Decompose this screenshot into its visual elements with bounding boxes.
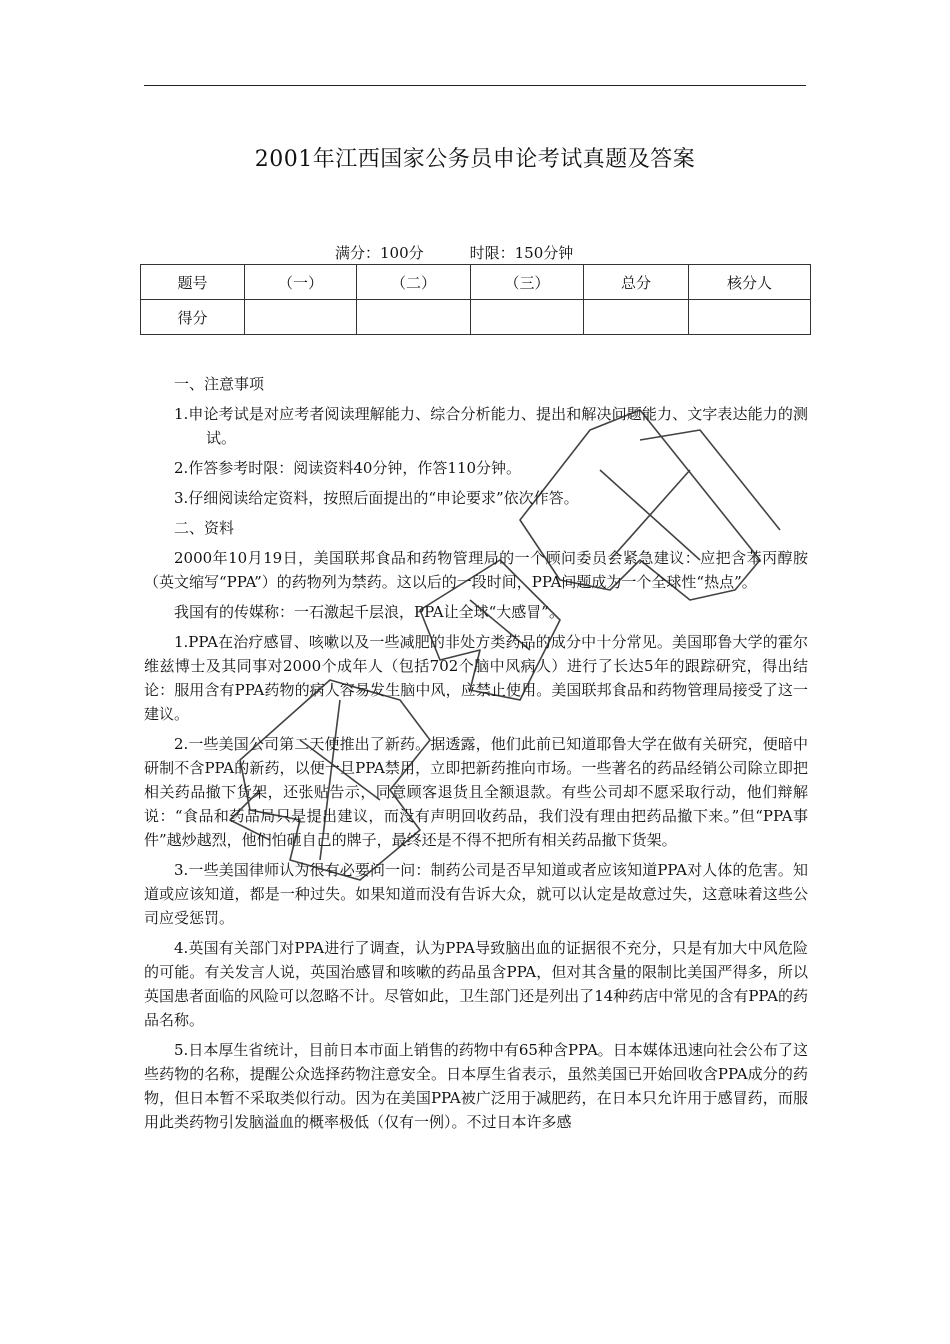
table-cell [584,300,689,335]
exam-info [335,242,573,263]
table-cell [357,300,471,335]
paragraph: 2.一些美国公司第二天便推出了新药。据透露，他们此前已知道耶鲁大学在做有关研究，便暗中研制不含PPA的新药，以便一旦PPA禁用，立即把新药推向市场。一些著名的药品经销公司除立即把相关药品撤下货架，还张贴告示，同意顾客退货且全额退款。有些公司却不愿采取行动，他们辩解说：“食品和药品局只是提出建议，而没有声明回收药品，我们没有理由把药品撤下来。”但“PPA事件”越炒越烈，他们怕砸自己的牌子，最终还是不得不把所有相关药品撤下货架。 [144,735,808,849]
note-item: 3.仔细阅读给定资料，按照后面提出的“申论要求”依次作答。 [174,489,579,507]
table-cell: 题号 [141,265,245,300]
table-cell [689,300,811,335]
paragraph: 3.一些美国律师认为很有必要问一问：制药公司是否早知道或者应该知道PPA对人体的危害。知道或应该知道，都是一种过失。如果知道而没有告诉大众，就可以认定是故意过失，这意味着这些公司应受惩罚。 [144,861,808,927]
note-item: 2.作答参考时限：阅读资料40分钟，作答110分钟。 [174,459,522,477]
full-score-text: 满分：100分 [335,244,424,262]
table-cell: 得分 [141,300,245,335]
section-heading: 一、注意事项 [174,375,265,393]
paragraph: 4.英国有关部门对PPA进行了调查，认为PPA导致脑出血的证据很不充分，只是有加大中风危险的可能。有关发言人说，英国治感冒和咳嗽的药品虽含PPA，但对其含量的限制比美国严得多，所以英国患者面临的风险可以忽略不计。尽管如此，卫生部门还是列出了14种药店中常见的含有PPA的药品名称。 [144,939,808,1029]
table-cell [471,300,584,335]
score-table-header-row [141,265,811,300]
paragraph: 1.PPA在治疗感冒、咳嗽以及一些减肥的非处方类药品的成分中十分常见。美国耶鲁大学的霍尔维兹博士及其同事对2000个成年人（包括702个脑中风病人）进行了长达5年的跟踪研究，得出结论：服用含有PPA药物的病人容易发生脑中风，应禁止使用。美国联邦食品和药物管理局接受了这一建议。 [144,633,808,723]
paragraph: 我国有的传媒称：一石激起千层浪，PPA让全球“大感冒”。 [174,603,564,621]
table-cell: 核分人 [689,265,811,300]
table-cell [245,300,357,335]
table-cell: （一） [245,265,357,300]
table-cell: （二） [357,265,471,300]
score-table [140,264,811,335]
score-table-score-row [141,300,811,335]
page-title: 2001年江西国家公务员申论考试真题及答案 [254,147,696,172]
note-item: 1.申论考试是对应考者阅读理解能力、综合分析能力、提出和解决问题能力、文字表达能力的测试。 [174,405,808,447]
paragraph: 5.日本厚生省统计，目前日本市面上销售的药物中有65种含PPA。日本媒体迅速向社会公布了这些药物的名称，提醒公众选择药物注意安全。日本厚生省表示，虽然美国已开始回收含PPA成分的药物，但日本暂不采取类似行动。因为在美国PPA被广泛用于减肥药，在日本只允许用于感冒药，而服用此类药物引发脑溢血的概率极低（仅有一例）。不过日本许多感 [144,1041,808,1131]
body-text [144,372,808,1140]
paragraph: 2000年10月19日，美国联邦食品和药物管理局的一个顾问委员会紧急建议：应把含苯丙醇胺（英文缩写“PPA”）的药物列为禁药。这以后的一段时间，PPA问题成为一个全球性“热点”。 [144,549,808,591]
table-cell: 总分 [584,265,689,300]
table-cell: （三） [471,265,584,300]
time-limit-text: 时限：150分钟 [469,244,574,262]
header-rule [144,85,806,86]
section-heading: 二、资料 [174,519,235,537]
